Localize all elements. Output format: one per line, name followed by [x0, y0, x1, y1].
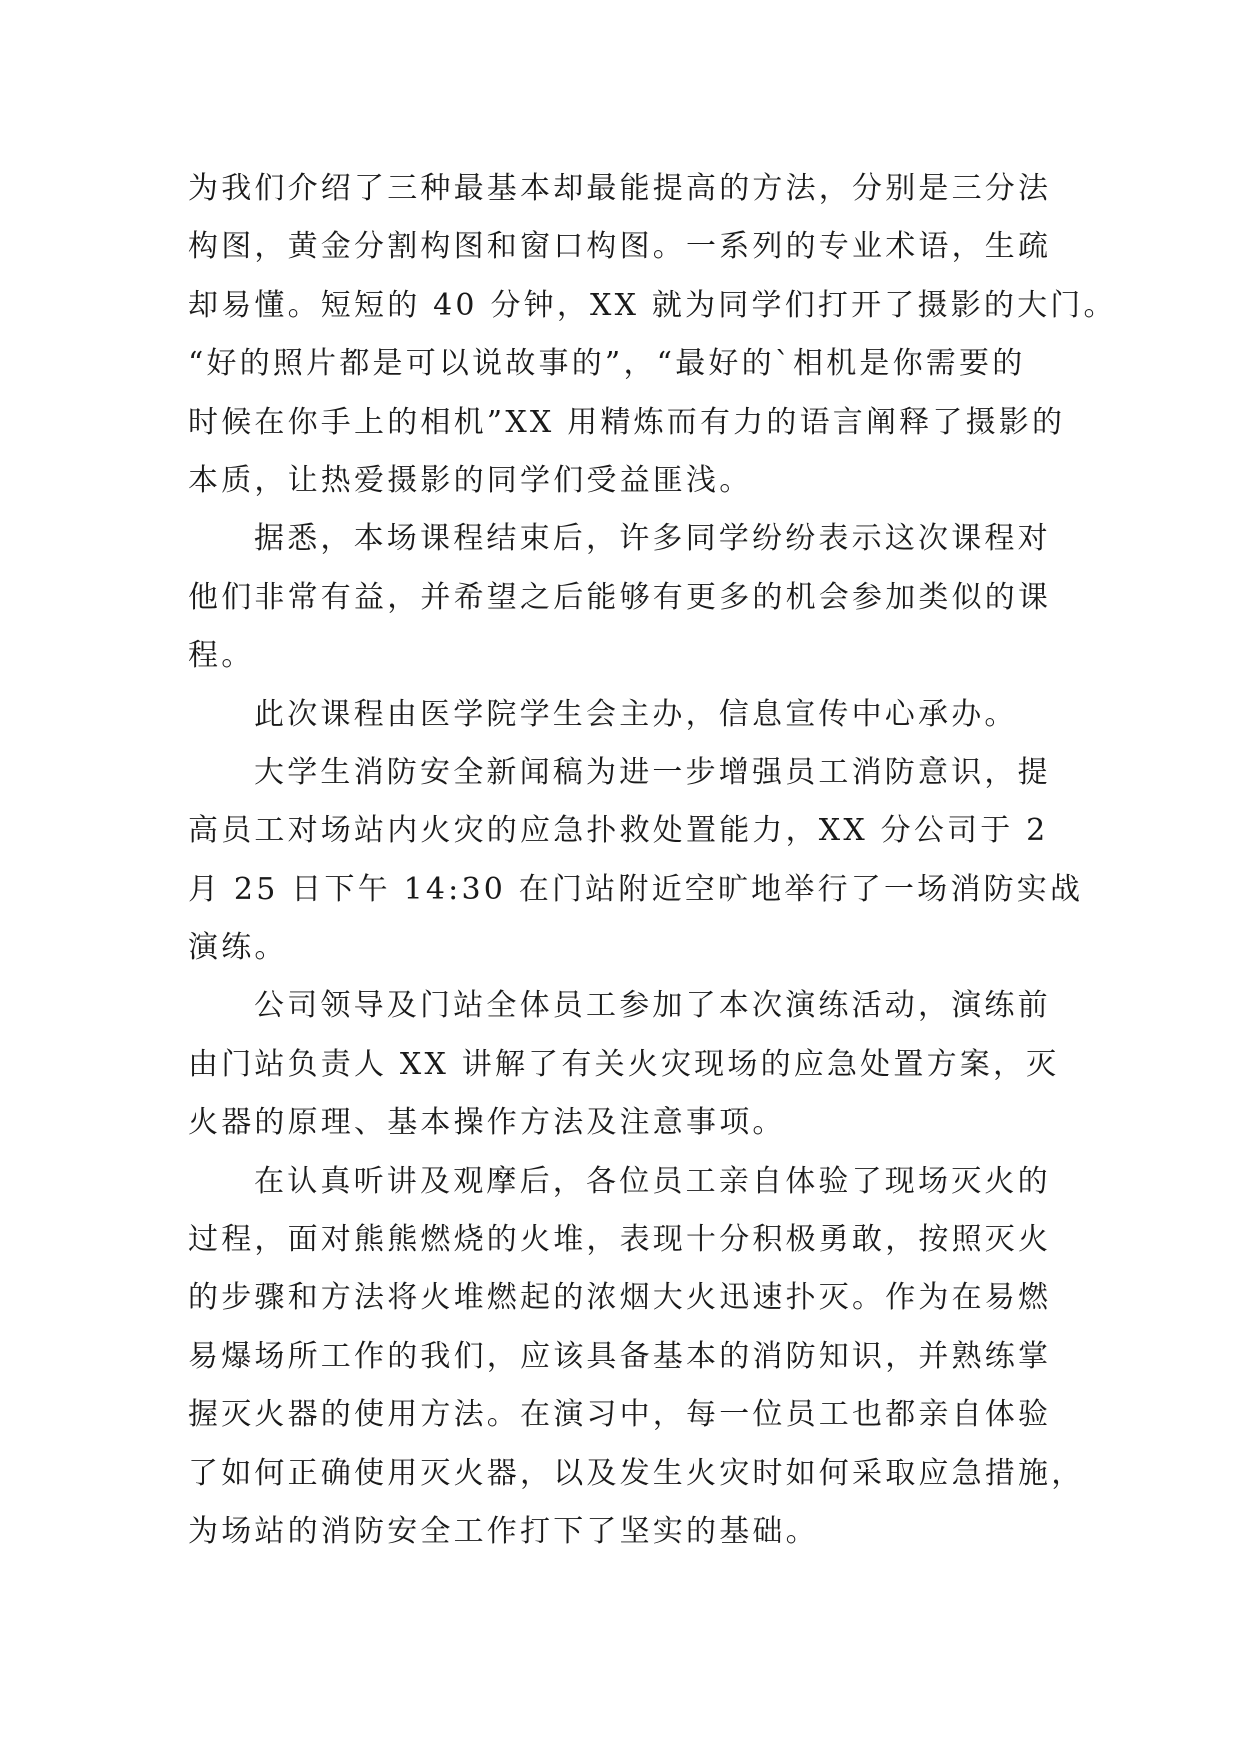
paragraph-first-line: 此次课程由医学院学生会主办，信息宣传中心承办。 [254, 696, 1018, 732]
text-line: 他们非常有益，并希望之后能够有更多的机会参加类似的课 [188, 579, 1052, 615]
text-line: 握灭火器的使用方法。在演习中，每一位员工也都亲自体验 [188, 1397, 1052, 1433]
text-line: 本质，让热爱摄影的同学们受益匪浅。 [188, 462, 753, 498]
text-line: 高员工对场站内火灾的应急扑救处置能力，XX 分公司于 2 [188, 813, 1049, 849]
document-body [188, 160, 1117, 1561]
text-line: 却易懂。短短的 40 分钟，XX 就为同学们打开了摄影的大门。 [188, 287, 1117, 323]
text-line: 为场站的消防安全工作打下了坚实的基础。 [188, 1513, 819, 1549]
paragraph-first-line: 公司领导及门站全体员工参加了本次演练活动，演练前 [254, 988, 1051, 1024]
paragraph-first-line: 在认真听讲及观摩后，各位员工亲自体验了现场灭火的 [254, 1163, 1051, 1199]
text-line: 程。 [188, 638, 255, 674]
text-line: 演练。 [188, 930, 288, 966]
text-line: 易爆场所工作的我们，应该具备基本的消防知识，并熟练掌 [188, 1338, 1052, 1374]
text-line: 由门站负责人 XX 讲解了有关火灾现场的应急处置方案，灭 [188, 1046, 1060, 1082]
text-line: 为我们介绍了三种最基本却最能提高的方法，分别是三分法 [188, 171, 1052, 206]
text-line: 的步骤和方法将火堆燃起的浓烟大火迅速扑灭。作为在易燃 [188, 1280, 1052, 1316]
text-line: 构图，黄金分割构图和窗口构图。一系列的专业术语，生疏 [188, 229, 1052, 265]
text-line: “好的照片都是可以说故事的”，“最好的`相机是你需要的 [188, 346, 1026, 382]
text-line: 时候在你手上的相机”XX 用精炼而有力的语言阐释了摄影的 [188, 404, 1066, 440]
text-line: 过程，面对熊熊燃烧的火堆，表现十分积极勇敢，按照灭火 [188, 1222, 1052, 1258]
paragraph-first-line: 据悉，本场课程结束后，许多同学纷纷表示这次课程对 [254, 521, 1051, 557]
text-line: 月 25 日下午 14:30 在门站附近空旷地举行了一场消防实战 [188, 871, 1084, 907]
paragraph-first-line: 大学生消防安全新闻稿为进一步增强员工消防意识，提 [254, 754, 1051, 790]
text-line: 了如何正确使用灭火器，以及发生火灾时如何采取应急措施， [188, 1455, 1085, 1491]
text-line: 火器的原理、基本操作方法及注意事项。 [188, 1105, 786, 1141]
